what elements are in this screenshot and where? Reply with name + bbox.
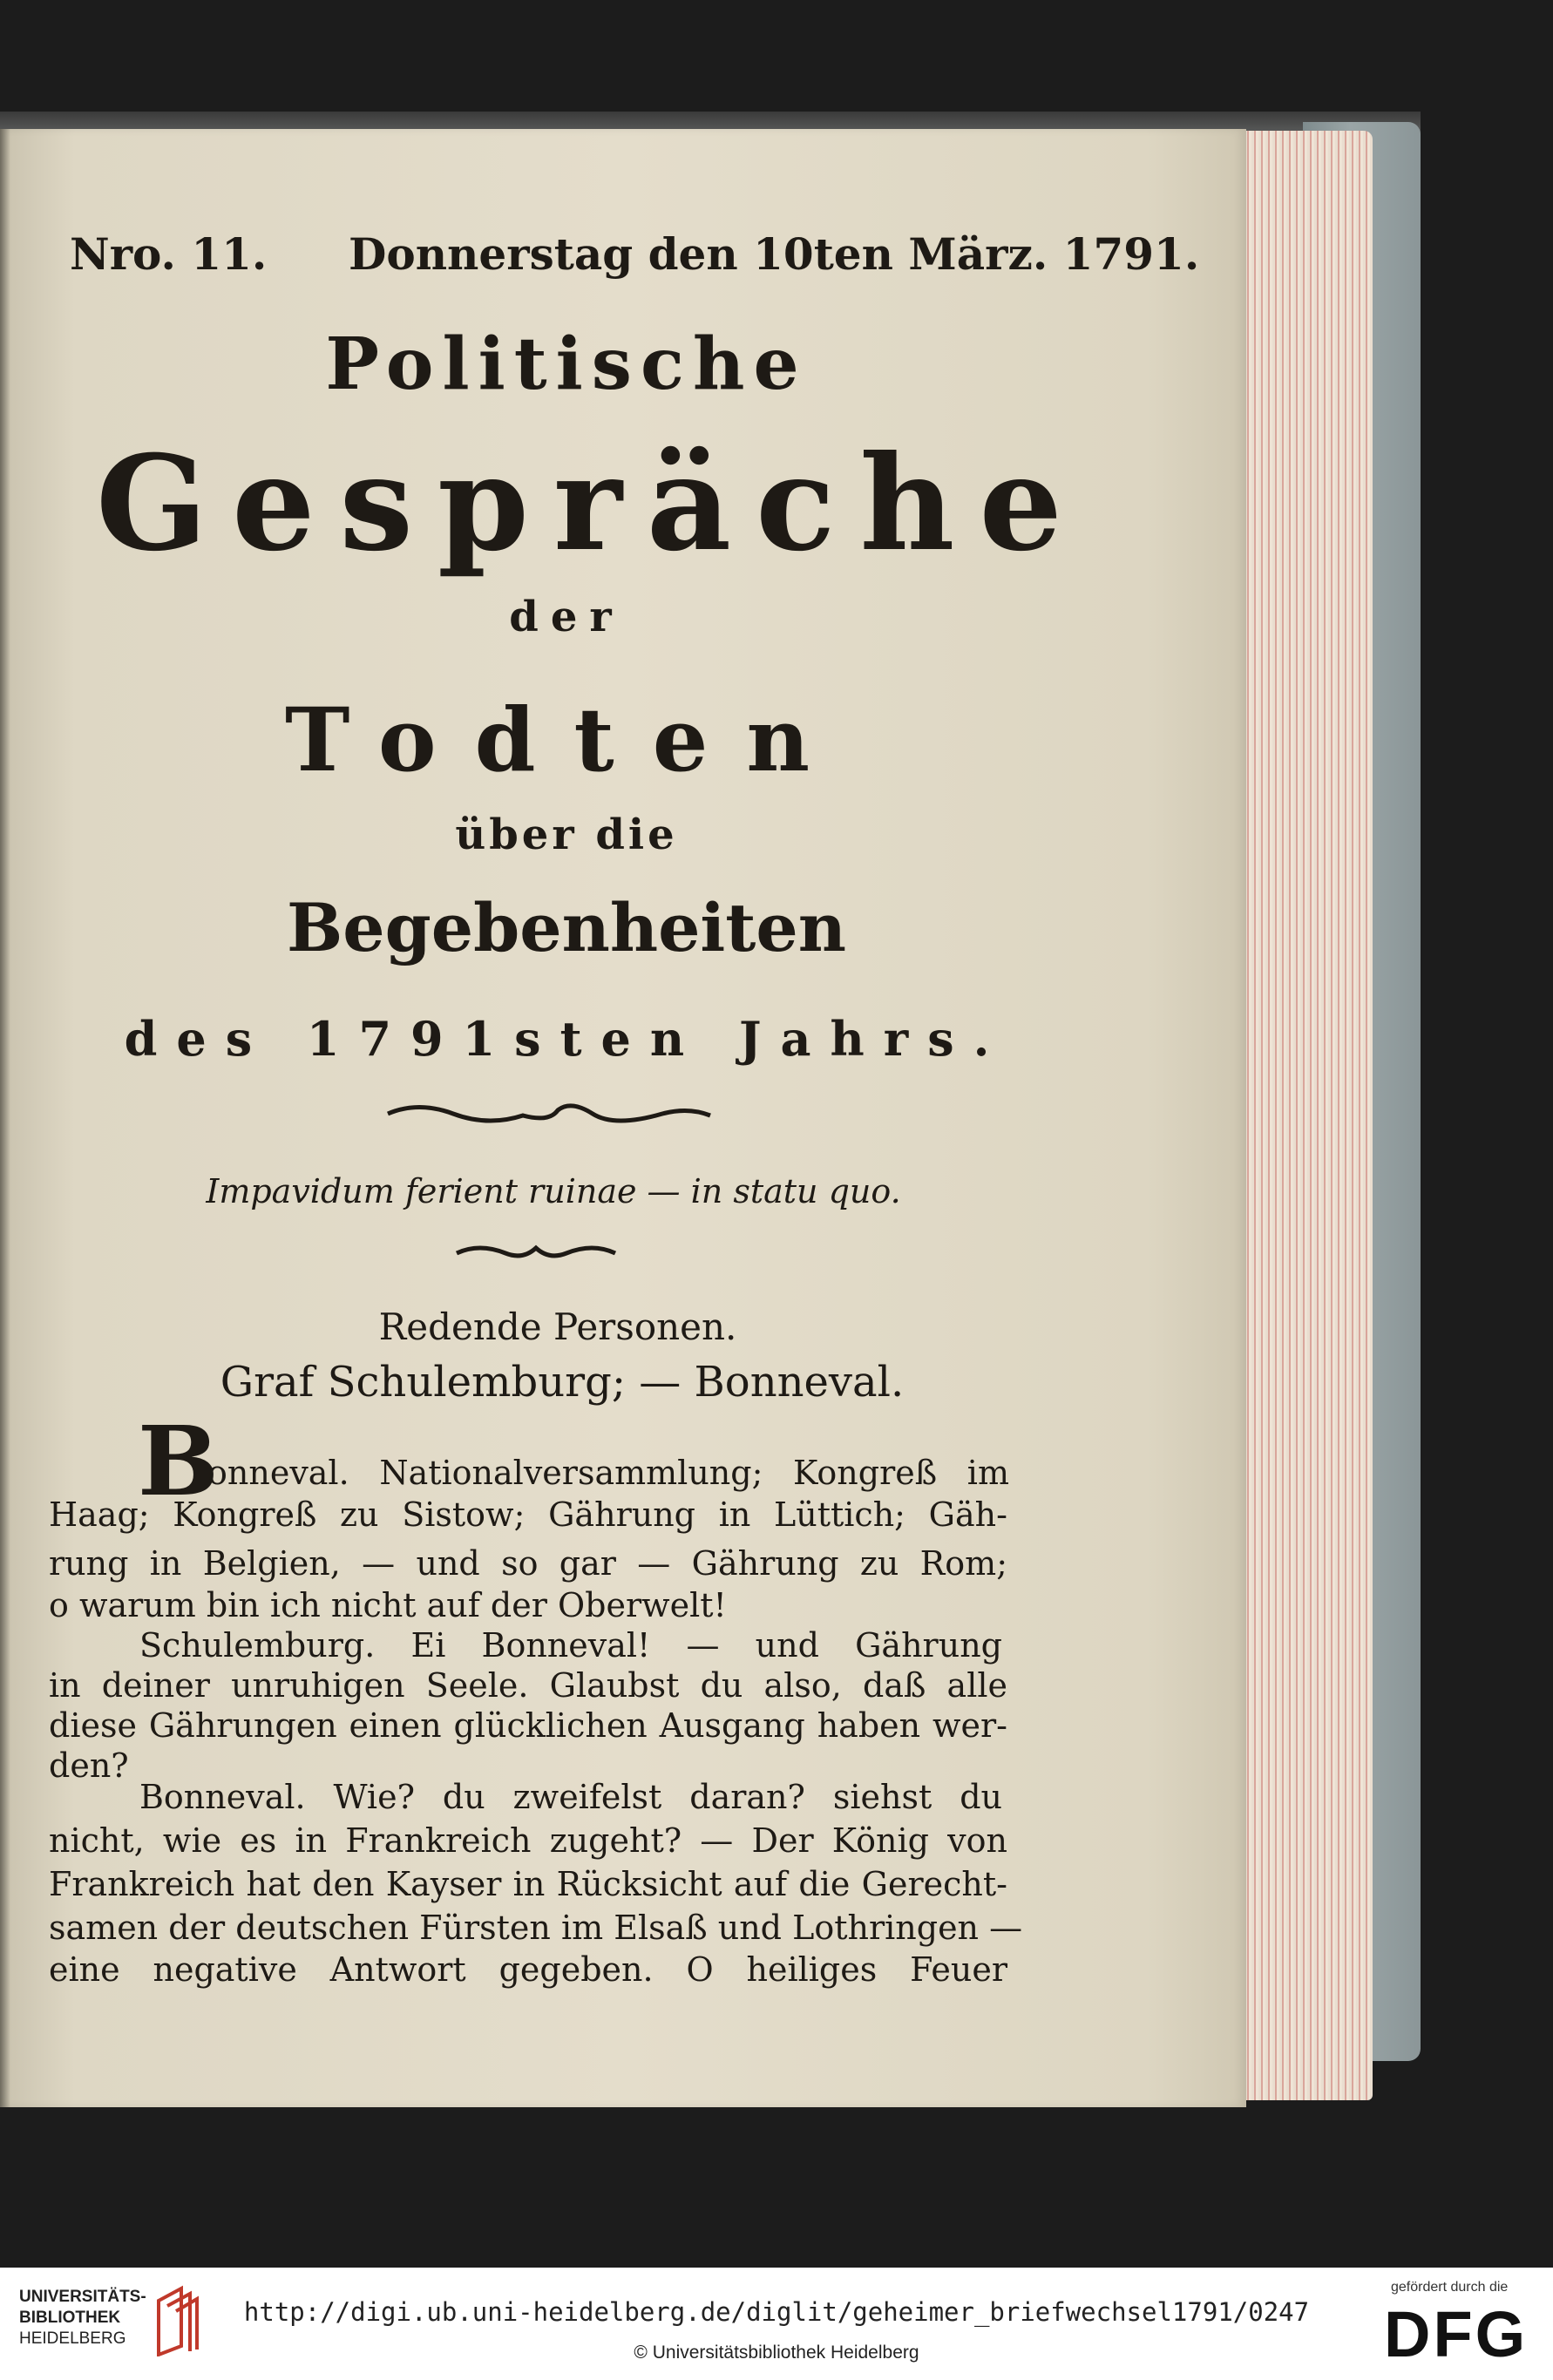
copyright-notice: © Universitätsbibliothek Heidelberg (634, 2343, 919, 2363)
body-line: samen der deutschen Fürsten im Elsaß und Lothringen — (49, 1909, 1023, 1947)
ornament-divider-1 (383, 1096, 715, 1131)
title-line-gespraeche: Gespräche (96, 427, 1087, 580)
body-line: eine negative Antwort gegeben. O heiliges Feuer (49, 1950, 1007, 1989)
body-line: onneval. Nationalversammlung; Kongreß im (207, 1454, 1009, 1492)
permalink-url[interactable]: http://digi.ub.uni-heidelberg.de/diglit/geheimer_briefwechsel1791/0247 (243, 2297, 1310, 2327)
body-line: rung in Belgien, — und so gar — Gährung zu Rom; (49, 1544, 1007, 1583)
page-gutter-shadow (0, 129, 10, 2107)
dfg-logo: DFG (1384, 2298, 1529, 2370)
body-line: diese Gährungen einen glücklichen Ausgang haben wer- (49, 1706, 1007, 1745)
speakers-list: Graf Schulemburg; — Bonneval. (220, 1358, 905, 1407)
drop-cap: B (138, 1405, 219, 1517)
library-name-line3: HEIDELBERG (19, 2329, 126, 2348)
title-line-begebenheiten: Begebenheiten (286, 889, 847, 966)
body-line: Bonneval. Wie? du zweifelst daran? siehst du (139, 1778, 1002, 1816)
title-line-politische: Politische (325, 322, 808, 406)
title-line-ueber-die: über die (455, 810, 678, 859)
ornament-divider-2 (453, 1237, 619, 1267)
title-line-der: der (509, 593, 624, 641)
body-line: Schulemburg. Ei Bonneval! — und Gährung (139, 1626, 1002, 1665)
body-line: den? (49, 1746, 129, 1785)
body-line: Frankreich hat den Kayser in Rücksicht auf die Gerecht- (49, 1865, 1007, 1903)
title-line-jahrs: des 1791sten Jahrs. (124, 1011, 1009, 1067)
title-line-todten: Todten (284, 688, 849, 791)
library-name-line2: BIBLIOTHEK (19, 2309, 121, 2327)
page-edges-red (1238, 131, 1373, 2100)
issue-date: Donnerstag den 10ten März. 1791. (349, 228, 1200, 280)
body-line: Haag; Kongreß zu Sistow; Gährung in Lüttich; Gäh- (49, 1495, 1007, 1534)
body-line: in deiner unruhigen Seele. Glaubst du also, daß alle (49, 1666, 1007, 1705)
funded-by-label: gefördert durch die (1391, 2280, 1509, 2295)
issue-number: Nro. 11. (70, 228, 268, 280)
body-line: nicht, wie es in Frankreich zugeht? — Der König von (49, 1821, 1007, 1860)
library-name-line1: UNIVERSITÄTS- (19, 2288, 146, 2306)
motto: Impavidum ferient ruinae — in statu quo. (206, 1172, 901, 1210)
body-line: o warum bin ich nicht auf der Oberwelt! (49, 1586, 727, 1624)
speakers-heading: Redende Personen. (378, 1305, 737, 1348)
